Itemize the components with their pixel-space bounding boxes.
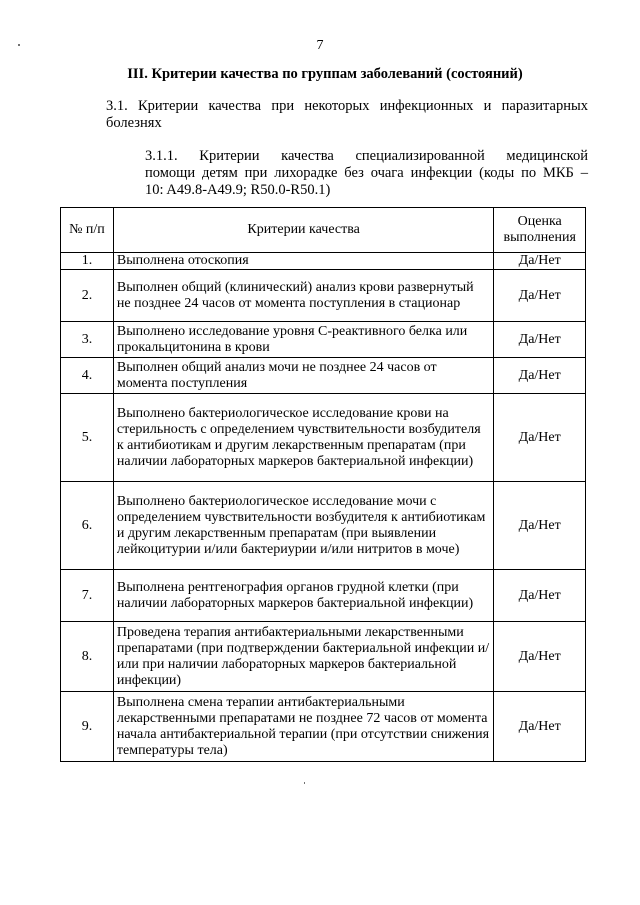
table-row: [61, 358, 586, 394]
row-num: 9.: [61, 692, 114, 762]
subsection-heading: [106, 98, 588, 132]
subsubsection-line: помощи детям при лихорадке без очага инфекции (коды по МКБ –: [145, 165, 588, 181]
row-criteria: Выполнена отоскопия: [113, 253, 494, 270]
row-num: 1.: [61, 253, 114, 270]
subsubsection-heading: [145, 148, 588, 199]
table-header-row: [61, 208, 586, 253]
header-num: № п/п: [61, 208, 114, 253]
row-evaluation: Да/Нет: [494, 253, 586, 270]
quality-criteria-table: [60, 207, 586, 762]
row-evaluation: Да/Нет: [494, 322, 586, 358]
row-evaluation: Да/Нет: [494, 358, 586, 394]
row-criteria: Выполнено бактериологическое исследование мочи с определением чувствительности возбудителя к антибиотикам и другим лекарственным препаратам (при выявлении лейкоцитурии и/или бактериурии и/или нитритов в моче): [113, 482, 494, 570]
subsection-line: 3.1. Критерии качества при некоторых инфекционных и паразитарных: [106, 98, 588, 114]
row-criteria: Проведена терапия антибактериальными лекарственными препаратами (при подтверждении бактериальной инфекции и/или при наличии лабораторных маркеров бактериальной инфекции): [113, 622, 494, 692]
row-evaluation: Да/Нет: [494, 570, 586, 622]
row-evaluation: Да/Нет: [494, 394, 586, 482]
subsection-line: болезнях: [106, 115, 162, 131]
row-criteria: Выполнена рентгенография органов грудной клетки (при наличии лабораторных маркеров бактериальной инфекции): [113, 570, 494, 622]
row-criteria: Выполнено исследование уровня С-реактивного белка или прокальцитонина в крови: [113, 322, 494, 358]
row-evaluation: Да/Нет: [494, 270, 586, 322]
row-num: 8.: [61, 622, 114, 692]
row-criteria: Выполнен общий анализ мочи не позднее 24 часов от момента поступления: [113, 358, 494, 394]
table-row: [61, 622, 586, 692]
header-criteria: Критерии качества: [113, 208, 494, 253]
table-row: [61, 482, 586, 570]
table-row: [61, 692, 586, 762]
row-evaluation: Да/Нет: [494, 482, 586, 570]
row-criteria: Выполнена смена терапии антибактериальными лекарственными препаратами не позднее 72 часов от момента начала антибактериальной терапии (при отсутствии снижения температуры тела): [113, 692, 494, 762]
row-evaluation: Да/Нет: [494, 622, 586, 692]
row-num: 2.: [61, 270, 114, 322]
section-title: III. Критерии качества по группам заболеваний (состояний): [127, 66, 523, 82]
table-row: [61, 394, 586, 482]
table-row: [61, 253, 586, 270]
row-evaluation: Да/Нет: [494, 692, 586, 762]
row-criteria: Выполнен общий (клинический) анализ крови развернутый не позднее 24 часов от момента поступления в стационар: [113, 270, 494, 322]
subsubsection-line: 10: A49.8-A49.9; R50.0-R50.1): [145, 182, 331, 198]
page-number: 7: [316, 38, 324, 53]
table-row: [61, 270, 586, 322]
table-row: [61, 322, 586, 358]
row-num: 5.: [61, 394, 114, 482]
row-num: 4.: [61, 358, 114, 394]
row-num: 6.: [61, 482, 114, 570]
scan-speck: [304, 782, 305, 784]
table-row: [61, 570, 586, 622]
row-num: 3.: [61, 322, 114, 358]
row-num: 7.: [61, 570, 114, 622]
header-evaluation: Оценка выполнения: [494, 208, 586, 253]
row-criteria: Выполнено бактериологическое исследование крови на стерильность с определением чувствительности возбудителя к антибиотикам и другим лекарственным препаратам (при наличии лабораторных маркеров бактериальной инфекции): [113, 394, 494, 482]
subsubsection-line: 3.1.1. Критерии качества специализированной медицинской: [145, 148, 588, 164]
